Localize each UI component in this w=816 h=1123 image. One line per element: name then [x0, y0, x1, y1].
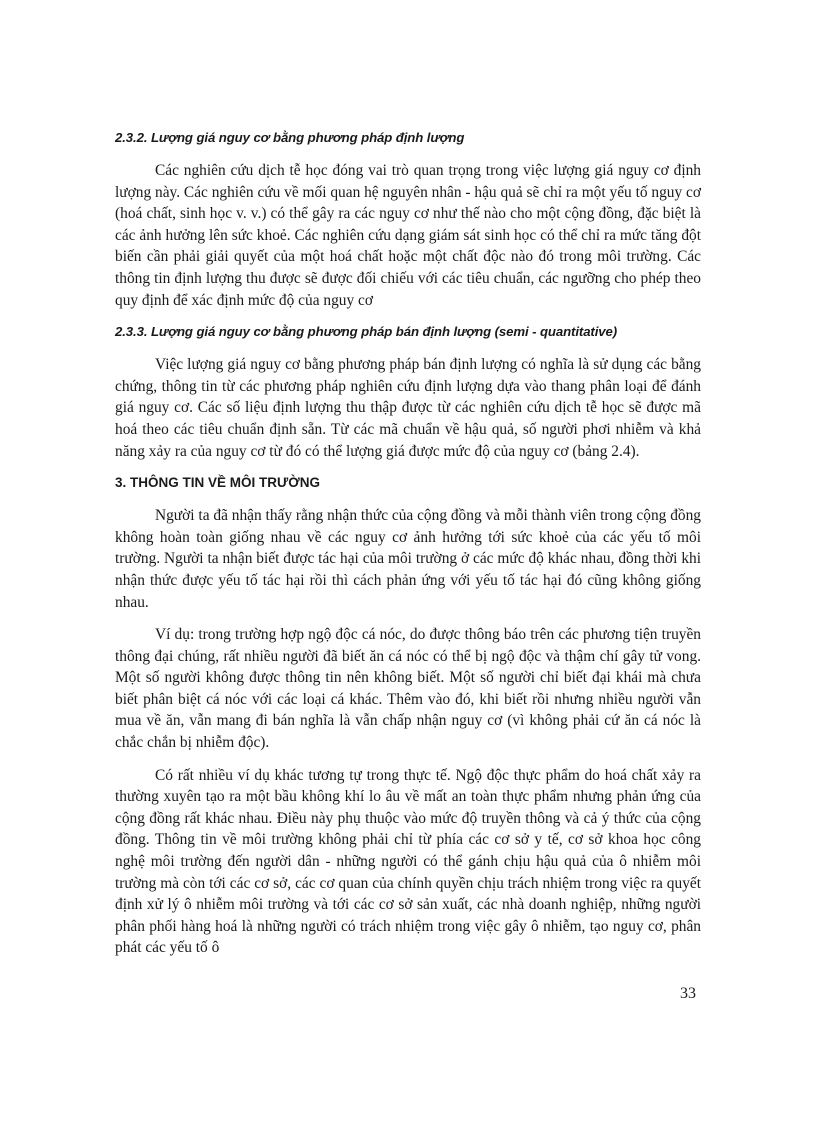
paragraph: Các nghiên cứu dịch tễ học đóng vai trò quan trọng trong việc lượng giá nguy cơ định lượng này. Các nghiên cứu về mối quan hệ nguyên nhân - hậu quả sẽ chỉ ra một yếu tố nguy cơ (hoá chất, sinh học v. v.) có thể gây ra các nguy cơ như thế nào cho một cộng đồng, đặc biệt là các ảnh hưởng lên sức khoẻ. Các nghiên cứu dạng giám sát sinh học có thể chỉ ra mức tăng đột biến cần phải giải quyết của một hoá chất hoặc một chất độc nào đó trong môi trường. Các thông tin định lượng thu được sẽ được đối chiếu với các tiêu chuẩn, các ngưỡng cho phép theo quy định để xác định mức độ của nguy cơ [115, 162, 701, 309]
section-heading-2-3-2: 2.3.2. Lượng giá nguy cơ bằng phương pháp định lượng [115, 130, 465, 145]
paragraph: Việc lượng giá nguy cơ bằng phương pháp bán định lượng có nghĩa là sử dụng các bằng chứng, thông tin từ các phương pháp nghiên cứu định lượng dựa vào thang phân loại để đánh giá nguy cơ. Các số liệu định lượng thu thập được từ các nghiên cứu dịch tễ học sẽ được mã hoá theo các tiêu chuẩn định sẵn. Từ các mã chuẩn về hậu quả, số người phơi nhiễm và khả năng xảy ra của nguy cơ từ đó có thể lượng giá được mức độ của nguy cơ (bảng 2.4). [115, 356, 701, 460]
paragraph: Có rất nhiều ví dụ khác tương tự trong thực tế. Ngộ độc thực phẩm do hoá chất xảy ra thường xuyên tạo ra một bầu không khí lo âu về mất an toàn thực phẩm nhưng phản ứng của cộng đồng rất khác nhau. Điều này phụ thuộc vào mức độ truyền thông và cả ý thức của cộng đồng. Thông tin về môi trường không phải chỉ từ phía các cơ sở y tế, cơ sở khoa học công nghệ môi trường đến người dân - những người có thể gánh chịu hậu quả của ô nhiễm môi trường mà còn tới các cơ sở, các cơ quan của chính quyền chịu trách nhiệm trong việc ra quyết định xử lý ô nhiễm môi trường và tới các cơ sở sản xuất, các nhà doanh nghiệp, những người phân phối hàng hoá là những người có trách nhiệm trong việc gây ô nhiễm, tạo nguy cơ, phân phát các yếu tố ô [115, 766, 701, 957]
paragraph: Ví dụ: trong trường hợp ngộ độc cá nóc, do được thông báo trên các phương tiện truyền thông đại chúng, rất nhiều người đã biết ăn cá nóc có thể bị ngộ độc và thậm chí gây tử vong. Một số người không được thông tin nên không biết. Một số người chỉ biết đại khái mà chưa biết phân biệt cá nóc với các loại cá khác. Thêm vào đó, khi biết rồi nhưng nhiều người vẫn mua về ăn, vẫn mang đi bán nghĩa là vẫn chấp nhận nguy cơ (vì không phải cứ ăn cá nóc là chắc chắn bị nhiễm độc). [115, 626, 701, 752]
page-content [115, 128, 701, 970]
page-number: 33 [680, 985, 696, 1002]
paragraph: Người ta đã nhận thấy rằng nhận thức của cộng đồng và mỗi thành viên trong cộng đồng không hoàn toàn giống nhau về các nguy cơ ảnh hưởng tới sức khoẻ của các yếu tố môi trường. Người ta nhận biết được tác hại của môi trường ở các mức độ khác nhau, đồng thời khi nhận thức được yếu tố tác hại rồi thì cách phản ứng với yếu tố tác hại đó cũng không giống nhau. [115, 507, 701, 611]
section-heading-2-3-3: 2.3.3. Lượng giá nguy cơ bằng phương pháp bán định lượng (semi - quantitative) [115, 324, 618, 340]
section-heading-3: 3. THÔNG TIN VỀ MÔI TRƯỜNG [115, 475, 320, 491]
